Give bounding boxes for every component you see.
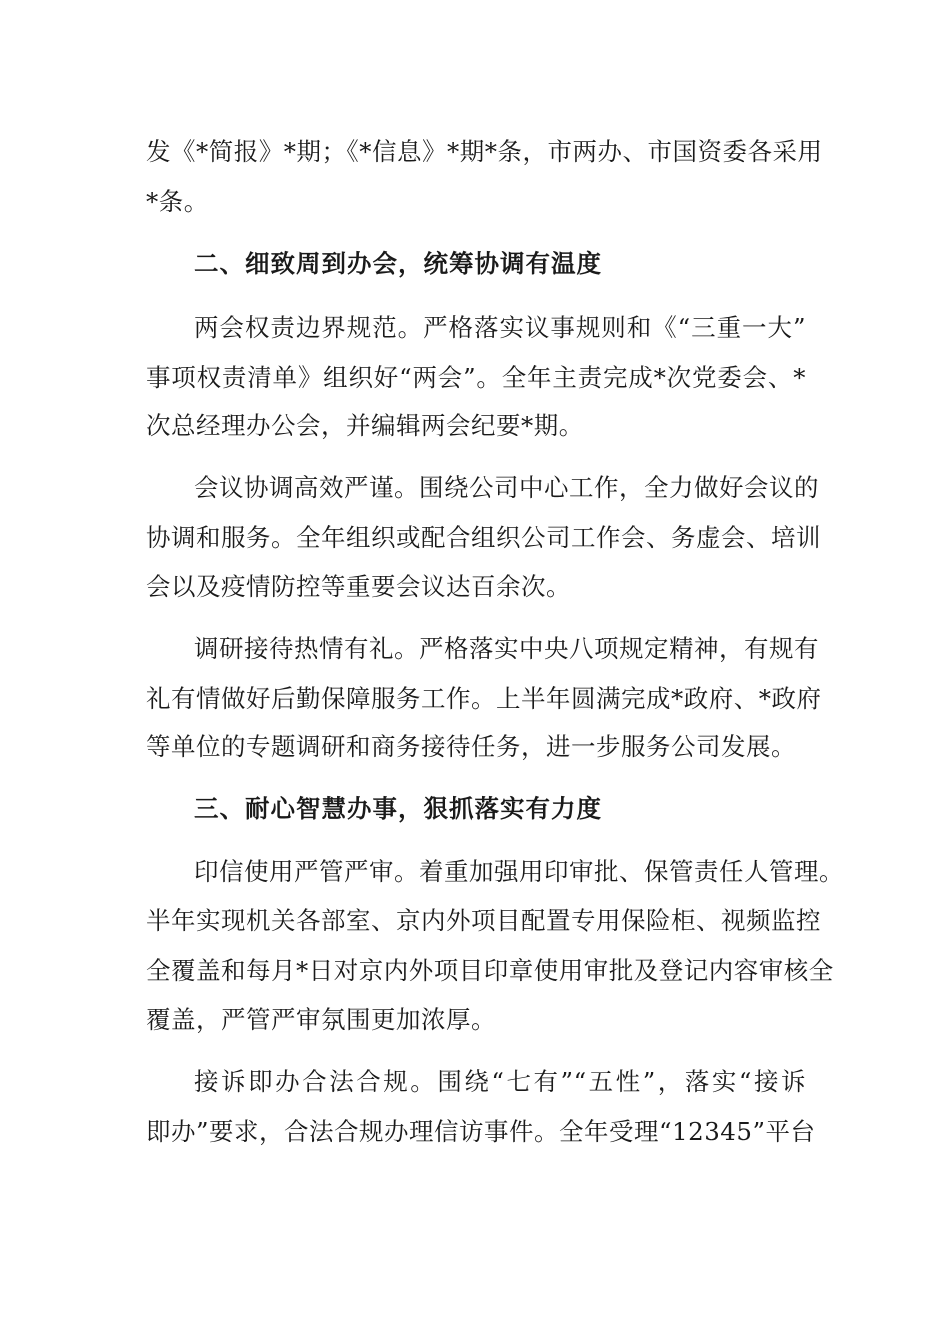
- para-2-2-line-2: 协调和服务。全年组织或配合组织公司工作会、务虚会、培训: [146, 523, 821, 552]
- para-2-3-line-3: 等单位的专题调研和商务接待任务，进一步服务公司发展。: [146, 732, 796, 761]
- section-heading-3: 三、耐心智慧办事，狠抓落实有力度: [194, 794, 602, 823]
- para-3-1-line-2: 半年实现机关各部室、京内外项目配置专用保险柜、视频监控: [146, 906, 821, 935]
- section-heading-2: 二、细致周到办会，统筹协调有温度: [194, 249, 602, 278]
- para-2-1-line-1: 两会权责边界规范。严格落实议事规则和《“三重一大”: [194, 313, 806, 342]
- para-2-2-line-3: 会以及疫情防控等重要会议达百余次。: [146, 572, 571, 601]
- para-3-2-line-1: 接诉即办合法合规。围绕“七有”“五性”，落实“接诉: [194, 1067, 806, 1096]
- para-2-1-line-2: 事项权责清单》组织好“两会”。全年主责完成*次党委会、*: [146, 363, 806, 392]
- intro-line-2: *条。: [146, 187, 209, 216]
- intro-line-1: 发《*简报》*期；《*信息》*期*条，市两办、市国资委各采用: [146, 137, 823, 166]
- para-3-1-line-3: 全覆盖和每月*日对京内外项目印章使用审批及登记内容审核全: [146, 956, 834, 985]
- para-3-2-line-2: 即办”要求，合法合规办理信访事件。全年受理“12345”平台: [146, 1117, 816, 1146]
- para-2-3-line-2: 礼有情做好后勤保障服务工作。上半年圆满完成*政府、*政府: [146, 684, 822, 713]
- para-3-1-line-4: 覆盖，严管严审氛围更加浓厚。: [146, 1005, 496, 1034]
- para-2-1-line-3: 次总经理办公会，并编辑两会纪要*期。: [146, 411, 584, 440]
- para-2-3-line-1: 调研接待热情有礼。严格落实中央八项规定精神，有规有: [194, 634, 819, 663]
- para-3-1-line-1: 印信使用严管严审。着重加强用印审批、保管责任人管理。: [194, 857, 844, 886]
- para-2-2-line-1: 会议协调高效严谨。围绕公司中心工作，全力做好会议的: [194, 473, 819, 502]
